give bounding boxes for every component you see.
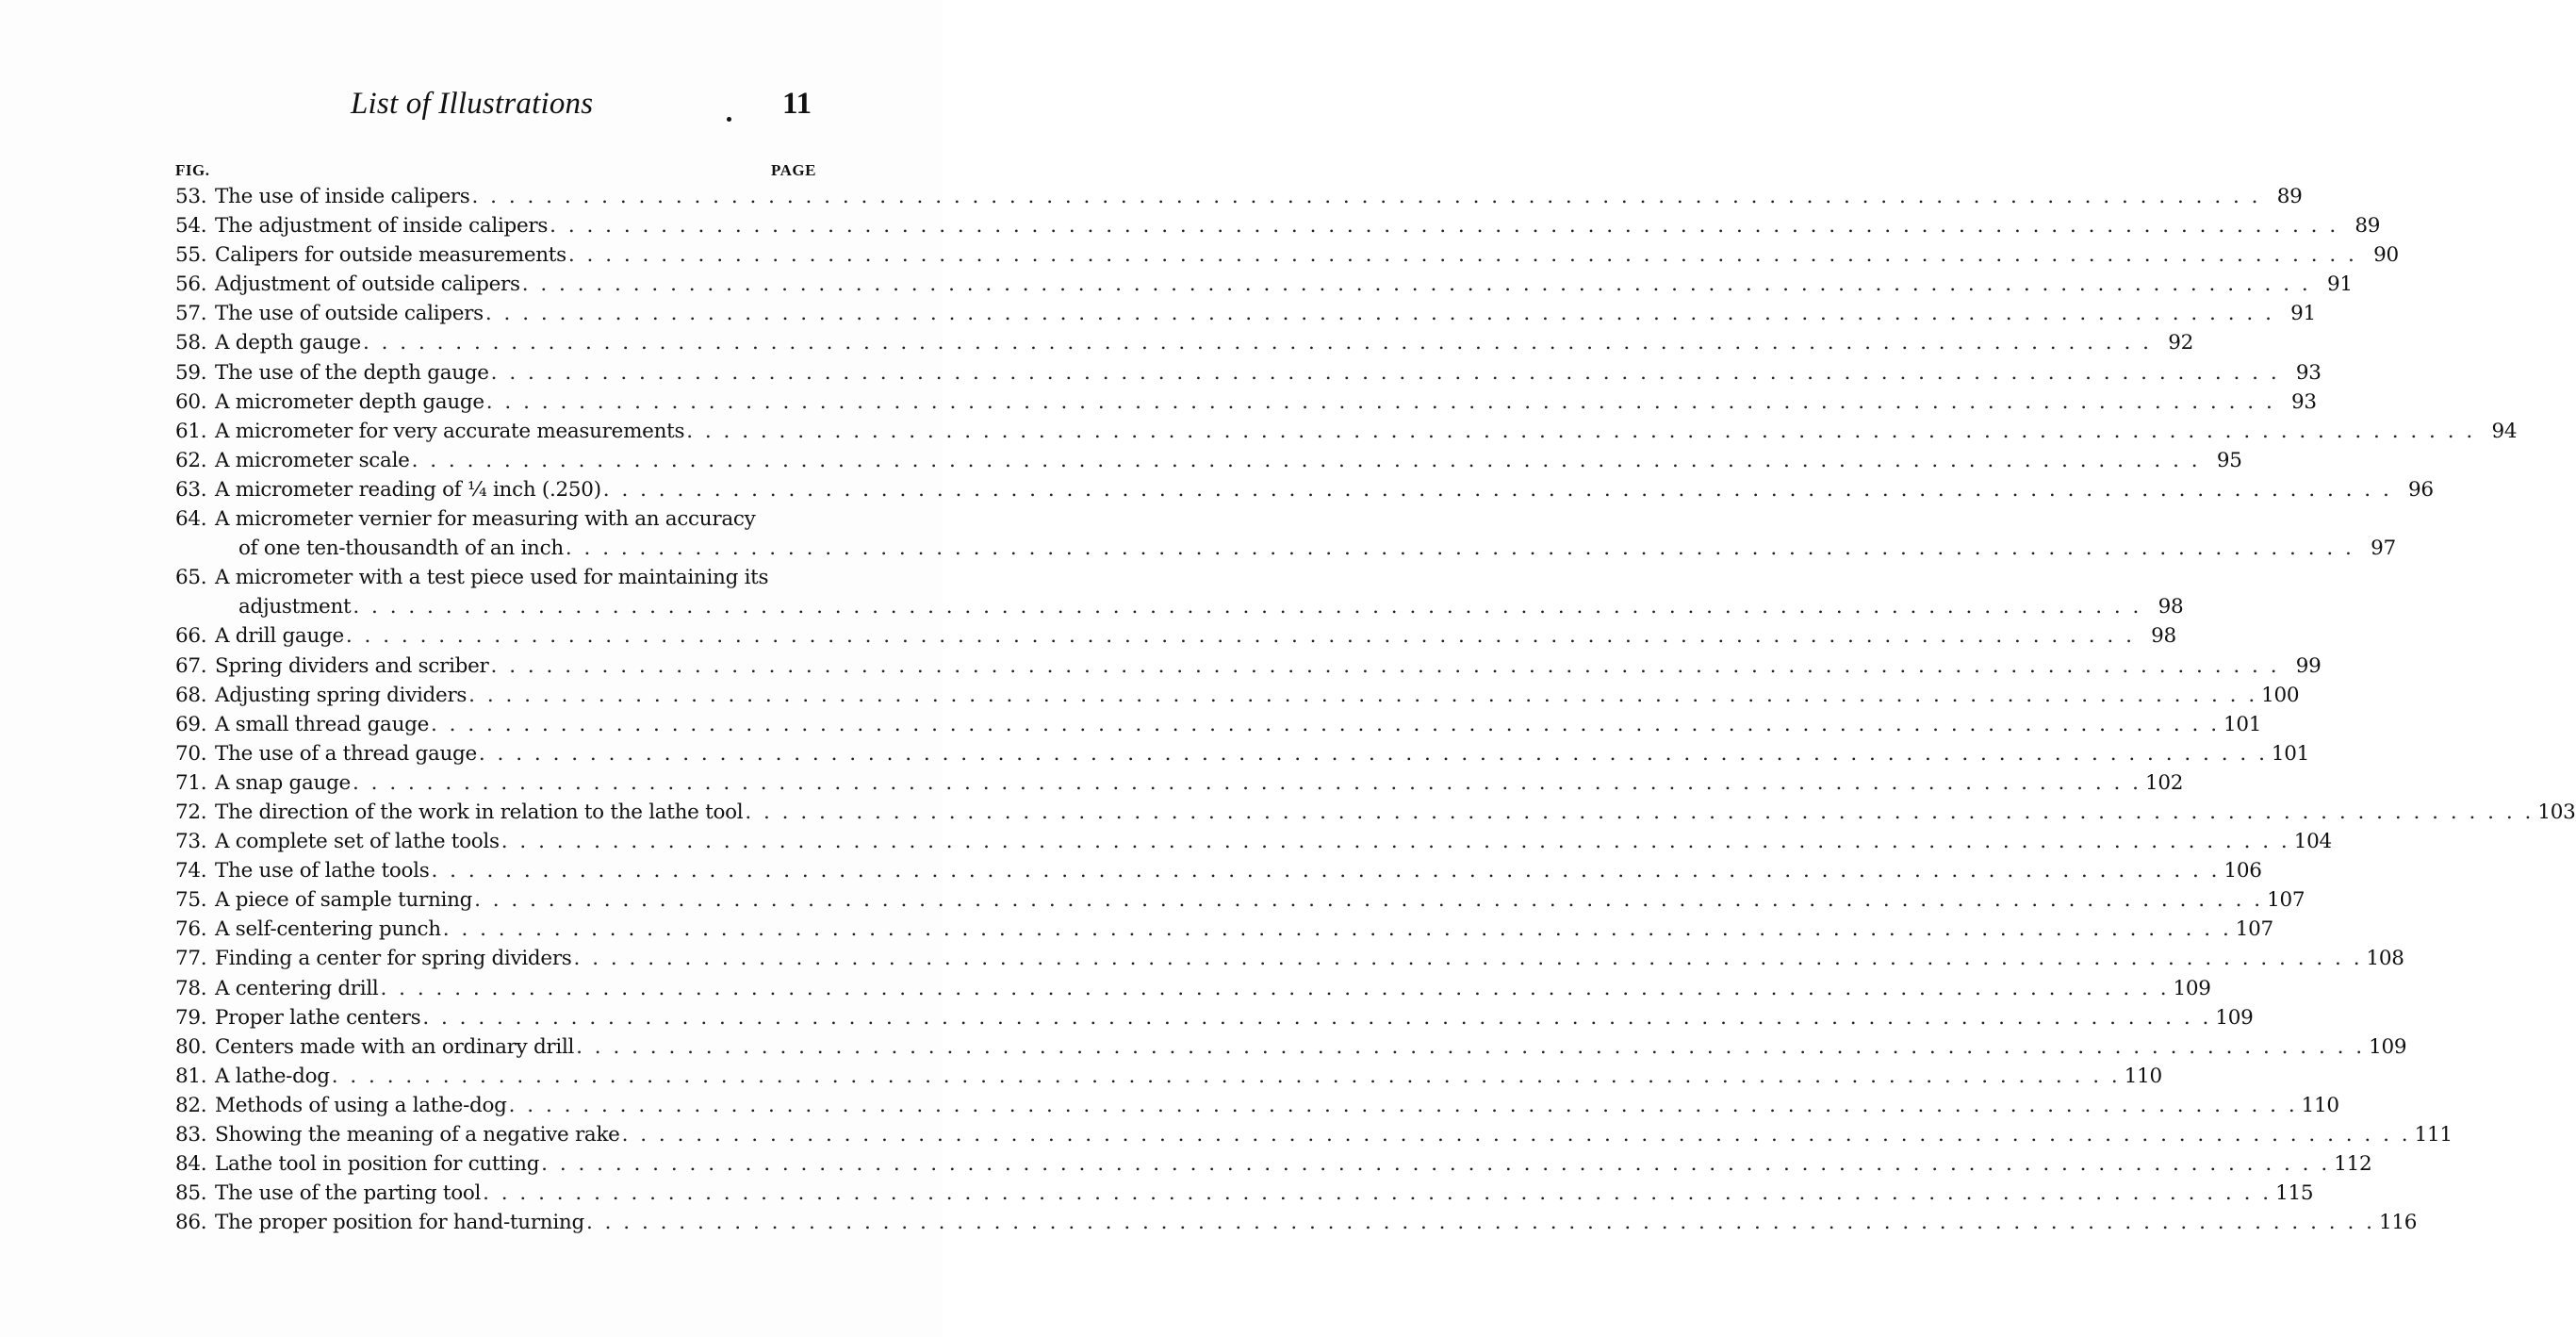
figure-number: 65. — [175, 566, 207, 590]
dot-leader: . . . . . . . . . . . . . . . . . . . . . . . . . . . . . . . . . . . . . . . . . . . . . . . . . . . . . . . . . . . . . . . . . . . . . . . . . . . . . . . . . . . . . . . . . . . . . . . . . — [621, 1123, 2411, 1147]
dot-leader: . . . . . . . . . . . . . . . . . . . . . . . . . . . . . . . . . . . . . . . . . . . . . . . . . . . . . . . . . . . . . . . . . . . . . . . . . . . . . . . . . . . . . . . . . . . . . . . . . — [431, 712, 2221, 736]
page-reference: 91 — [2290, 302, 2316, 326]
list-item — [175, 211, 2381, 240]
list-item — [175, 768, 2184, 798]
figure-number: 53. — [175, 185, 207, 208]
figure-number: 78. — [175, 976, 207, 1000]
column-headings — [175, 161, 818, 180]
figure-caption: Centers made with an ordinary drill — [215, 1034, 575, 1059]
dot-leader: . . . . . . . . . . . . . . . . . . . . . . . . . . . . . . . . . . . . . . . . . . . . . . . . . . . . . . . . . . . . . . . . . . . . . . . . . . . . . . . . . . . . . . . . . . . . . . . . . — [541, 1152, 2331, 1177]
figure-caption: Methods of using a lathe-dog — [215, 1093, 507, 1117]
page-reference: 99 — [2295, 653, 2322, 678]
list-item — [175, 798, 2576, 827]
dot-leader: . . . . . . . . . . . . . . . . . . . . . . . . . . . . . . . . . . . . . . . . . . . . . . . . . . . . . . . . . . . . . . . . . . . . . . . . . . . . . . . . . . . . . . . . . . . . . . . . . — [573, 947, 2363, 971]
list-item — [175, 1032, 2407, 1062]
list-item — [175, 856, 2262, 885]
figure-caption: The direction of the work in relation to the lathe tool — [215, 800, 744, 824]
figure-caption: A micrometer reading of ¼ inch (.250) — [215, 477, 601, 502]
page-reference: 100 — [2261, 683, 2300, 707]
figure-number: 71. — [175, 770, 207, 795]
list-item — [175, 739, 2310, 768]
figure-number: 55. — [175, 243, 207, 268]
figure-caption: A snap gauge — [215, 770, 351, 795]
figure-caption: A micrometer vernier for measuring with an accuracy — [215, 507, 756, 532]
page-reference: 110 — [2124, 1064, 2162, 1088]
figure-number: 62. — [175, 448, 207, 472]
page-reference: 95 — [2216, 448, 2242, 472]
dot-leader: . . . . . . . . . . . . . . . . . . . . . . . . . . . . . . . . . . . . . . . . . . . . . . . . . . . . . . . . . . . . . . . . . . . . . . . . . . . . . . . . . . . . . . . . . . . . . . . . . — [422, 1005, 2212, 1030]
list-item — [175, 1179, 2314, 1208]
list-item — [175, 299, 2316, 328]
page-reference: 98 — [2158, 595, 2184, 619]
dot-leader: . . . . . . . . . . . . . . . . . . . . . . . . . . . . . . . . . . . . . . . . . . . . . . . . . . . . . . . . . . . . . . . . . . . . . . . . . . . . . . . . . . . . . . . . . . . . . . . . . — [380, 976, 2170, 1000]
dot-leader: . . . . . . . . . . . . . . . . . . . . . . . . . . . . . . . . . . . . . . . . . . . . . . . . . . . . . . . . . . . . . . . . . . . . . . . . . . . . . . . . . . . . . . . . . . . . . . . . . — [485, 389, 2275, 414]
page-reference: 89 — [2354, 214, 2381, 239]
dot-leader: . . . . . . . . . . . . . . . . . . . . . . . . . . . . . . . . . . . . . . . . . . . . . . . . . . . . . . . . . . . . . . . . . . . . . . . . . . . . . . . . . . . . . . . . . . . . . . . . . — [521, 272, 2311, 297]
page-reference: 97 — [2371, 536, 2396, 561]
illustration-list — [175, 182, 2576, 1237]
figure-caption: Showing the meaning of a negative rake — [215, 1123, 620, 1147]
figure-number: 66. — [175, 624, 207, 649]
list-item — [175, 504, 2396, 563]
list-item — [175, 974, 2211, 1003]
page-reference: 107 — [2267, 888, 2305, 913]
figure-caption: Calipers for outside measurements — [215, 243, 566, 268]
figure-caption: Finding a center for spring dividers — [215, 947, 572, 971]
list-item — [175, 1062, 2162, 1091]
figure-caption: Adjusting spring dividers — [215, 683, 468, 707]
list-item — [175, 944, 2404, 973]
page-reference: 94 — [2491, 419, 2518, 443]
figure-number: 57. — [175, 302, 207, 326]
list-item — [175, 270, 2353, 299]
list-item — [175, 563, 2184, 621]
dot-leader: . . . . . . . . . . . . . . . . . . . . . . . . . . . . . . . . . . . . . . . . . . . . . . . . . . . . . . . . . . . . . . . . . . . . . . . . . . . . . . . . . . . . . . . . . . . . . . . . . — [585, 1211, 2375, 1235]
page-reference: 115 — [2275, 1181, 2314, 1206]
figure-number: 63. — [175, 477, 207, 502]
figure-caption: A micrometer depth gauge — [215, 389, 484, 414]
figure-caption: Proper lathe centers — [215, 1005, 421, 1030]
page-reference: 109 — [2215, 1005, 2254, 1030]
figure-caption: A complete set of lathe tools — [215, 830, 500, 854]
page-reference: 93 — [2291, 389, 2317, 414]
dot-leader: . . . . . . . . . . . . . . . . . . . . . . . . . . . . . . . . . . . . . . . . . . . . . . . . . . . . . . . . . . . . . . . . . . . . . . . . . . . . . . . . . . . . . . . . . . . . . . . . . — [686, 419, 2476, 443]
figure-number: 74. — [175, 859, 207, 883]
list-item — [175, 475, 2434, 504]
page-reference: 109 — [2173, 976, 2211, 1000]
figure-caption: of one ten-thousandth of an inch — [238, 536, 564, 561]
list-item — [175, 1149, 2372, 1179]
figure-number: 58. — [175, 331, 207, 355]
page-reference: 92 — [2168, 331, 2193, 355]
figure-caption: A micrometer with a test piece used for maintaining its — [215, 566, 769, 590]
figure-number: 84. — [175, 1152, 207, 1177]
page-reference: 112 — [2334, 1152, 2372, 1177]
ink-speck — [727, 117, 731, 122]
figure-number: 64. — [175, 507, 207, 532]
dot-leader: . . . . . . . . . . . . . . . . . . . . . . . . . . . . . . . . . . . . . . . . . . . . . . . . . . . . . . . . . . . . . . . . . . . . . . . . . . . . . . . . . . . . . . . . . . . . . . . . . — [474, 888, 2264, 913]
dot-leader: . . . . . . . . . . . . . . . . . . . . . . . . . . . . . . . . . . . . . . . . . . . . . . . . . . . . . . . . . . . . . . . . . . . . . . . . . . . . . . . . . . . . . . . . . . . . . . . . . — [567, 243, 2357, 268]
figure-caption: Spring dividers and scriber — [215, 653, 489, 678]
page-reference: 104 — [2293, 830, 2332, 854]
figure-caption: A micrometer scale — [215, 448, 410, 472]
dot-leader: . . . . . . . . . . . . . . . . . . . . . . . . . . . . . . . . . . . . . . . . . . . . . . . . . . . . . . . . . . . . . . . . . . . . . . . . . . . . . . . . . . . . . . . . . . . . . . . . . — [550, 214, 2339, 239]
figure-caption: The use of a thread gauge — [215, 741, 477, 766]
figure-caption: A small thread gauge — [215, 712, 430, 736]
figure-number: 73. — [175, 830, 207, 854]
figure-number: 76. — [175, 917, 207, 942]
page-reference: 109 — [2369, 1034, 2407, 1059]
dot-leader: . . . . . . . . . . . . . . . . . . . . . . . . . . . . . . . . . . . . . . . . . . . . . . . . . . . . . . . . . . . . . . . . . . . . . . . . . . . . . . . . . . . . . . . . . . . . . . . . . — [500, 830, 2290, 854]
dot-leader: . . . . . . . . . . . . . . . . . . . . . . . . . . . . . . . . . . . . . . . . . . . . . . . . . . . . . . . . . . . . . . . . . . . . . . . . . . . . . . . . . . . . . . . . . . . . . . . . . — [331, 1064, 2121, 1088]
figure-caption: adjustment — [238, 595, 352, 619]
dot-leader: . . . . . . . . . . . . . . . . . . . . . . . . . . . . . . . . . . . . . . . . . . . . . . . . . . . . . . . . . . . . . . . . . . . . . . . . . . . . . . . . . . . . . . . . . . . . . . . . . — [565, 536, 2354, 561]
list-item — [175, 388, 2317, 417]
list-item — [175, 681, 2300, 710]
dot-leader: . . . . . . . . . . . . . . . . . . . . . . . . . . . . . . . . . . . . . . . . . . . . . . . . . . . . . . . . . . . . . . . . . . . . . . . . . . . . . . . . . . . . . . . . . . . . . . . . . — [362, 331, 2152, 355]
list-item — [175, 885, 2305, 915]
list-item — [175, 417, 2518, 446]
page-reference: 106 — [2223, 859, 2262, 883]
page-reference: 110 — [2301, 1093, 2339, 1117]
page-reference: 89 — [2276, 185, 2303, 208]
figure-number: 69. — [175, 712, 207, 736]
page-reference: 93 — [2295, 360, 2322, 385]
figure-number: 79. — [175, 1005, 207, 1030]
dot-leader: . . . . . . . . . . . . . . . . . . . . . . . . . . . . . . . . . . . . . . . . . . . . . . . . . . . . . . . . . . . . . . . . . . . . . . . . . . . . . . . . . . . . . . . . . . . . . . . . . — [602, 477, 2392, 502]
figure-caption: The use of the depth gauge — [215, 360, 489, 385]
figure-caption: Adjustment of outside calipers — [215, 272, 520, 297]
figure-number: 67. — [175, 653, 207, 678]
figure-number: 82. — [175, 1093, 207, 1117]
list-item — [175, 358, 2322, 388]
fig-column-heading: FIG. — [175, 161, 210, 179]
dot-leader: . . . . . . . . . . . . . . . . . . . . . . . . . . . . . . . . . . . . . . . . . . . . . . . . . . . . . . . . . . . . . . . . . . . . . . . . . . . . . . . . . . . . . . . . . . . . . . . . . — [345, 624, 2135, 649]
figure-number: 56. — [175, 272, 207, 297]
list-item — [175, 621, 2176, 651]
dot-leader: . . . . . . . . . . . . . . . . . . . . . . . . . . . . . . . . . . . . . . . . . . . . . . . . . . . . . . . . . . . . . . . . . . . . . . . . . . . . . . . . . . . . . . . . . . . . . . . . . — [483, 1181, 2272, 1206]
figure-caption: The use of lathe tools — [215, 859, 430, 883]
dot-leader: . . . . . . . . . . . . . . . . . . . . . . . . . . . . . . . . . . . . . . . . . . . . . . . . . . . . . . . . . . . . . . . . . . . . . . . . . . . . . . . . . . . . . . . . . . . . . . . . . — [468, 683, 2258, 707]
list-item — [175, 827, 2332, 856]
list-item — [175, 710, 2262, 739]
dot-leader: . . . . . . . . . . . . . . . . . . . . . . . . . . . . . . . . . . . . . . . . . . . . . . . . . . . . . . . . . . . . . . . . . . . . . . . . . . . . . . . . . . . . . . . . . . . . . . . . . — [478, 741, 2268, 766]
figure-number: 80. — [175, 1034, 207, 1059]
dot-leader: . . . . . . . . . . . . . . . . . . . . . . . . . . . . . . . . . . . . . . . . . . . . . . . . . . . . . . . . . . . . . . . . . . . . . . . . . . . . . . . . . . . . . . . . . . . . . . . . . — [484, 302, 2274, 326]
page-column-heading: PAGE — [771, 161, 816, 179]
figure-number: 68. — [175, 683, 207, 707]
page-reference: 96 — [2408, 477, 2434, 502]
figure-caption: A self-centering punch — [215, 917, 441, 942]
page-reference: 101 — [2271, 741, 2310, 766]
page-reference: 111 — [2414, 1123, 2453, 1147]
figure-number: 83. — [175, 1123, 207, 1147]
list-item — [175, 1120, 2453, 1149]
figure-number: 77. — [175, 947, 207, 971]
dot-leader: . . . . . . . . . . . . . . . . . . . . . . . . . . . . . . . . . . . . . . . . . . . . . . . . . . . . . . . . . . . . . . . . . . . . . . . . . . . . . . . . . . . . . . . . . . . . . . . . . — [490, 360, 2280, 385]
figure-number: 85. — [175, 1181, 207, 1206]
figure-caption: A lathe-dog — [215, 1064, 330, 1088]
figure-caption: The proper position for hand-turning — [215, 1211, 584, 1235]
figure-number: 81. — [175, 1064, 207, 1088]
figure-caption: A depth gauge — [215, 331, 361, 355]
dot-leader: . . . . . . . . . . . . . . . . . . . . . . . . . . . . . . . . . . . . . . . . . . . . . . . . . . . . . . . . . . . . . . . . . . . . . . . . . . . . . . . . . . . . . . . . . . . . . . . . . — [508, 1093, 2298, 1117]
figure-caption: A piece of sample turning — [215, 888, 473, 913]
page-reference: 91 — [2326, 272, 2353, 297]
figure-number: 61. — [175, 419, 207, 443]
figure-caption: A drill gauge — [215, 624, 344, 649]
dot-leader: . . . . . . . . . . . . . . . . . . . . . . . . . . . . . . . . . . . . . . . . . . . . . . . . . . . . . . . . . . . . . . . . . . . . . . . . . . . . . . . . . . . . . . . . . . . . . . . . . — [353, 595, 2142, 619]
list-item — [175, 446, 2242, 475]
figure-number: 54. — [175, 214, 207, 239]
page-reference: 90 — [2373, 243, 2399, 268]
figure-number: 72. — [175, 800, 207, 824]
figure-number: 59. — [175, 360, 207, 385]
page-reference: 116 — [2378, 1211, 2418, 1235]
figure-caption: The use of outside calipers — [215, 302, 484, 326]
figure-caption: The use of the parting tool — [215, 1181, 482, 1206]
figure-caption: A micrometer for very accurate measurements — [215, 419, 685, 443]
list-item — [175, 328, 2193, 357]
running-head — [0, 79, 943, 126]
figure-caption: A centering drill — [215, 976, 379, 1000]
figure-number: 70. — [175, 741, 207, 766]
dot-leader: . . . . . . . . . . . . . . . . . . . . . . . . . . . . . . . . . . . . . . . . . . . . . . . . . . . . . . . . . . . . . . . . . . . . . . . . . . . . . . . . . . . . . . . . . . . . . . . . . — [411, 448, 2201, 472]
figure-caption: Lathe tool in position for cutting — [215, 1152, 540, 1177]
list-item — [175, 182, 2303, 211]
figure-number: 60. — [175, 389, 207, 414]
page-number: 11 — [782, 87, 812, 121]
running-title: List of Illustrations — [351, 87, 594, 121]
dot-leader: . . . . . . . . . . . . . . . . . . . . . . . . . . . . . . . . . . . . . . . . . . . . . . . . . . . . . . . . . . . . . . . . . . . . . . . . . . . . . . . . . . . . . . . . . . . . . . . . . — [745, 800, 2535, 824]
list-item — [175, 1003, 2254, 1032]
list-item — [175, 915, 2273, 944]
page-reference: 102 — [2145, 770, 2184, 795]
dot-leader: . . . . . . . . . . . . . . . . . . . . . . . . . . . . . . . . . . . . . . . . . . . . . . . . . . . . . . . . . . . . . . . . . . . . . . . . . . . . . . . . . . . . . . . . . . . . . . . . . — [576, 1034, 2366, 1059]
list-item — [175, 652, 2322, 681]
dot-leader: . . . . . . . . . . . . . . . . . . . . . . . . . . . . . . . . . . . . . . . . . . . . . . . . . . . . . . . . . . . . . . . . . . . . . . . . . . . . . . . . . . . . . . . . . . . . . . . . . — [431, 859, 2221, 883]
dot-leader: . . . . . . . . . . . . . . . . . . . . . . . . . . . . . . . . . . . . . . . . . . . . . . . . . . . . . . . . . . . . . . . . . . . . . . . . . . . . . . . . . . . . . . . . . . . . . . . . . — [442, 917, 2232, 942]
list-item — [175, 1091, 2339, 1120]
dot-leader: . . . . . . . . . . . . . . . . . . . . . . . . . . . . . . . . . . . . . . . . . . . . . . . . . . . . . . . . . . . . . . . . . . . . . . . . . . . . . . . . . . . . . . . . . . . . . . . . . — [352, 770, 2141, 795]
page-reference: 107 — [2235, 917, 2273, 942]
dot-leader: . . . . . . . . . . . . . . . . . . . . . . . . . . . . . . . . . . . . . . . . . . . . . . . . . . . . . . . . . . . . . . . . . . . . . . . . . . . . . . . . . . . . . . . . . . . . . . . . . — [490, 653, 2280, 678]
page-reference: 103 — [2537, 800, 2576, 824]
list-item — [175, 240, 2399, 270]
page-reference: 98 — [2151, 624, 2176, 649]
page-reference: 108 — [2366, 947, 2404, 971]
figure-number: 86. — [175, 1211, 207, 1235]
list-item — [175, 1208, 2418, 1237]
figure-number: 75. — [175, 888, 207, 913]
figure-caption: The adjustment of inside calipers — [215, 214, 549, 239]
page-reference: 101 — [2223, 712, 2262, 736]
figure-caption: The use of inside calipers — [215, 185, 470, 208]
dot-leader: . . . . . . . . . . . . . . . . . . . . . . . . . . . . . . . . . . . . . . . . . . . . . . . . . . . . . . . . . . . . . . . . . . . . . . . . . . . . . . . . . . . . . . . . . . . . . . . . . — [471, 185, 2261, 208]
